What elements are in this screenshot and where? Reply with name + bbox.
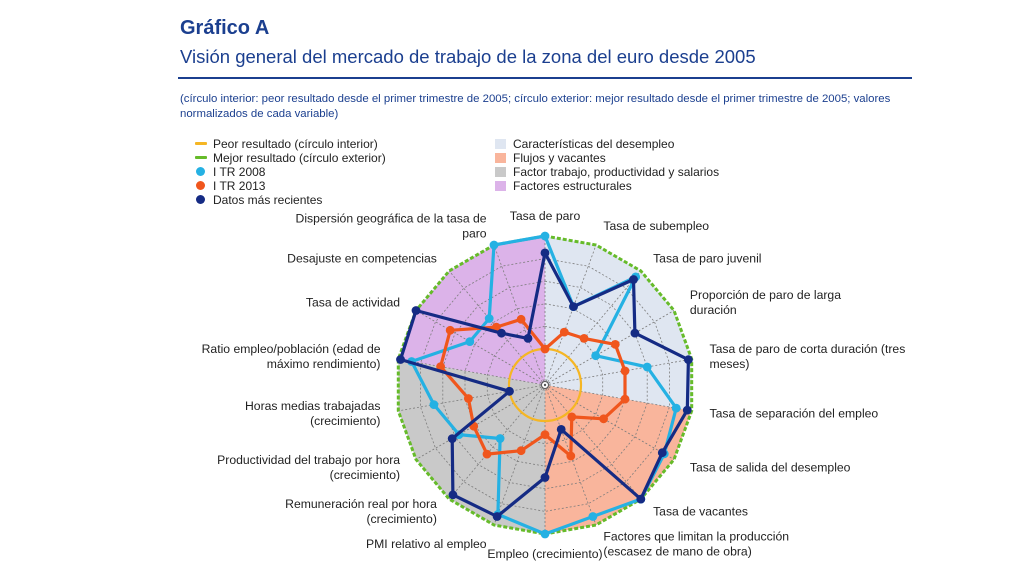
series-point — [684, 355, 693, 364]
series-point — [611, 340, 620, 349]
series-point — [591, 351, 600, 360]
series-point — [446, 326, 455, 335]
axis-label-line: Tasa de subempleo — [603, 219, 710, 233]
series-point — [541, 473, 550, 482]
axis-label-line: paro — [462, 226, 487, 241]
series-point — [672, 404, 681, 413]
axis-label-line: Productividad del trabajo por hora — [217, 453, 401, 467]
axis-label — [690, 461, 851, 475]
series-point — [496, 434, 505, 443]
series-point — [541, 345, 550, 354]
series-point — [560, 328, 569, 337]
series-point — [629, 275, 638, 284]
axis-label-line: Empleo (crecimiento) — [487, 547, 603, 561]
axis-label — [366, 537, 487, 551]
series-point — [497, 329, 506, 338]
axis-label-line: Tasa de actividad — [305, 295, 401, 310]
axis-label — [653, 504, 748, 518]
legend-label: Factor trabajo, productividad y salarios — [513, 165, 720, 179]
axis-label-line: Factores que limitan la producción — [603, 529, 790, 544]
axis-label — [296, 212, 487, 241]
legend-label: I TR 2013 — [213, 179, 266, 193]
series-point — [541, 249, 550, 258]
axis-label — [287, 252, 437, 266]
axis-label-line: Tasa de paro de corta duración (tres — [709, 341, 906, 356]
axis-label-line: (crecimiento) — [329, 468, 401, 482]
series-point — [566, 452, 575, 461]
axis-label-line: Proporción de paro de larga — [689, 288, 841, 302]
axis-label — [487, 547, 602, 561]
legend-label: Características del desempleo — [513, 137, 675, 151]
axis-label-line: máximo rendimiento) — [266, 356, 381, 371]
axis-label — [710, 407, 879, 421]
chart-note: (círculo interior: peor resultado desde el primer trimestre de 2005; círculo exterior: mejor resultado desde el primer trimestre de 2005; valores normalizados de cada variable) — [180, 93, 891, 120]
axis-label-line: (escasez de mano de obra) — [603, 544, 752, 559]
series-point — [490, 241, 499, 250]
axis-label-line: Tasa de separación del empleo — [709, 406, 879, 421]
series-point — [683, 406, 692, 415]
axis-label — [245, 399, 381, 428]
series-point — [631, 329, 640, 338]
series-point — [505, 387, 514, 396]
series-point — [524, 334, 533, 343]
axis-label — [690, 288, 841, 317]
legend-label: I TR 2008 — [213, 165, 266, 179]
legend-label: Mejor resultado (círculo exterior) — [213, 151, 386, 165]
series-point — [485, 314, 494, 323]
series-point — [465, 337, 474, 346]
series-point — [449, 490, 458, 499]
axis-label-line: Ratio empleo/población (edad de — [201, 341, 381, 356]
series-point — [621, 395, 630, 404]
axis-label — [306, 296, 400, 310]
legend-label: Flujos y vacantes — [513, 151, 606, 165]
axis-label-line: Horas medias trabajadas — [245, 399, 381, 414]
series-point — [448, 434, 457, 443]
legend-label: Factores estructurales — [513, 179, 632, 193]
chart-title: Gráfico A — [180, 17, 270, 39]
axis-label-line: Tasa de salida del desempleo — [689, 460, 851, 475]
axis-label — [710, 342, 906, 371]
axis-label-line: (crecimiento) — [366, 511, 437, 526]
axis-label-line: meses) — [709, 356, 750, 371]
center-dot — [544, 384, 546, 386]
series-point — [541, 232, 550, 241]
axis-label-line: Tasa de vacantes — [653, 504, 748, 519]
axis-label-line: Tasa de paro juvenil — [653, 251, 762, 266]
series-point — [589, 512, 598, 521]
axis-label — [285, 497, 437, 526]
axis-label-line: (crecimiento) — [310, 414, 381, 429]
series-point — [569, 302, 578, 311]
series-point — [430, 400, 439, 409]
series-point — [464, 394, 473, 403]
axis-label — [510, 209, 581, 223]
series-point — [636, 495, 645, 504]
chart-subtitle: Visión general del mercado de trabajo de la zona del euro desde 2005 — [180, 46, 756, 67]
series-point — [557, 425, 566, 434]
axis-label — [653, 252, 761, 266]
axis-label-line: duración — [689, 303, 737, 317]
axis-label-line: Tasa de paro — [509, 209, 581, 223]
series-point — [517, 446, 526, 455]
series-point — [541, 430, 550, 439]
series-point — [599, 414, 608, 423]
series-point — [580, 334, 589, 343]
axis-label — [217, 453, 400, 482]
legend-label: Datos más recientes — [213, 193, 323, 207]
legend-label: Peor resultado (círculo interior) — [213, 137, 378, 151]
series-point — [567, 413, 576, 422]
series-point — [396, 355, 405, 364]
axis-label — [603, 530, 789, 559]
axis-label-line: Desajuste en competencias — [287, 251, 437, 266]
series-point — [412, 306, 421, 315]
axis-label-line: PMI relativo al empleo — [366, 537, 487, 551]
axis-label — [603, 219, 709, 233]
series-point — [621, 367, 630, 376]
series-point — [483, 450, 492, 459]
axis-label — [202, 342, 381, 371]
series-point — [517, 315, 526, 324]
series-point — [493, 512, 502, 521]
axis-label-line: Remuneración real por hora — [285, 496, 437, 511]
axis-label-line: Dispersión geográfica de la tasa de — [295, 211, 487, 226]
series-point — [643, 363, 652, 372]
series-point — [541, 530, 550, 539]
series-point — [658, 448, 667, 457]
